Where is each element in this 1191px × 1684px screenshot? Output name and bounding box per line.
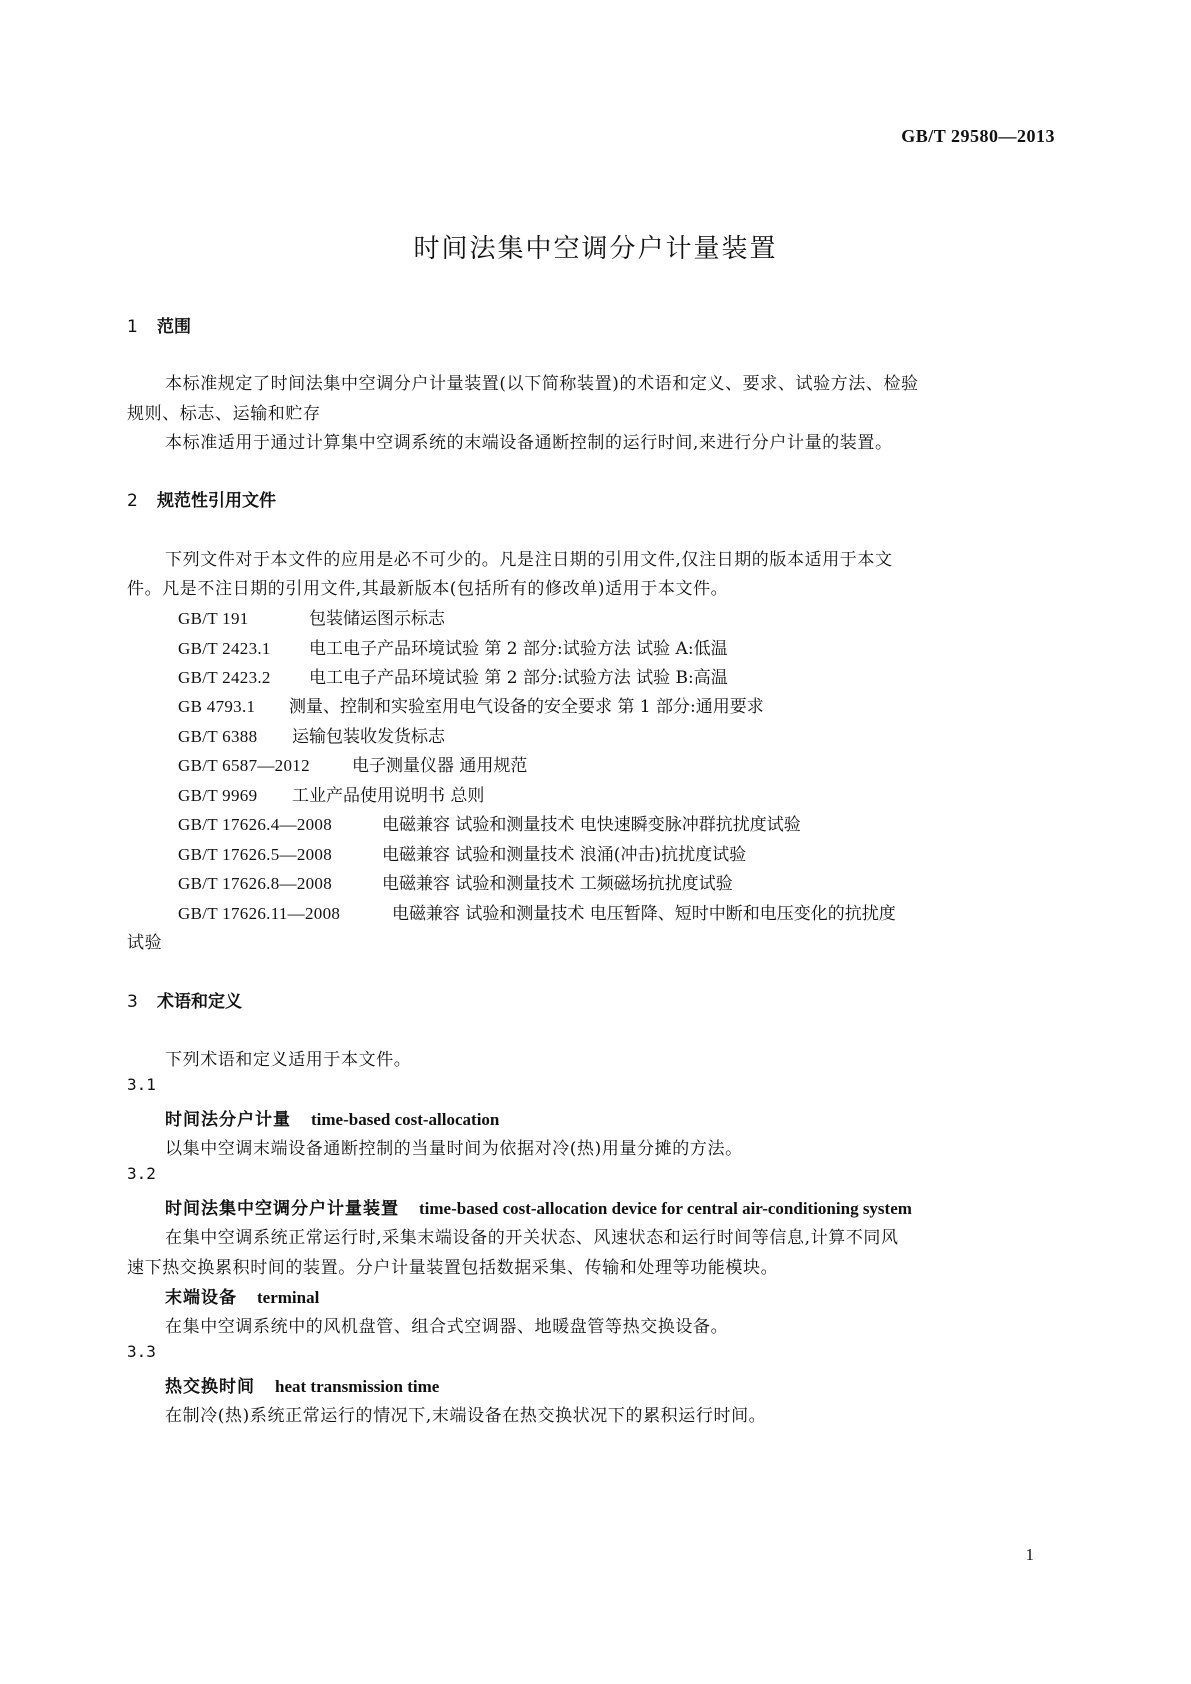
reference-title: 电工电子产品环境试验 第 2 部分:试验方法 试验 A:低温 [309,639,728,659]
reference-title: 测量、控制和实验室用电气设备的安全要求 第 1 部分:通用要求 [289,697,764,717]
section-3-title: 术语和定义 [157,992,242,1012]
reference-item [178,751,527,776]
section-1-para-1-line-1: 本标准规定了时间法集中空调分户计量装置(以下简称装置)的术语和定义、要求、试验方法、检验 [165,374,919,394]
term-terminal-heading [165,1283,319,1308]
section-2-para-line-1: 下列文件对于本文件的应用是必不可少的。凡是注日期的引用文件,仅注日期的版本适用于本文 [165,550,893,570]
term-terminal-zh: 末端设备 [165,1288,237,1308]
reference-code: GB/T 2423.1 [178,639,271,658]
term-3-3-heading [165,1372,439,1397]
reference-item [178,604,445,629]
section-1-para-1-line-2: 规则、标志、运输和贮存 [127,404,321,424]
section-1-number: 1 [127,317,138,337]
term-3-3-zh: 热交换时间 [165,1377,255,1397]
section-1-heading [127,312,191,337]
reference-item [178,781,484,806]
section-2-title: 规范性引用文件 [157,491,276,511]
page-title: 时间法集中空调分户计量装置 [413,234,778,264]
section-3-heading [127,987,242,1012]
section-2-para-line-2: 件。凡是不注日期的引用文件,其最新版本(包括所有的修改单)适用于本文件。 [127,579,729,599]
term-3-1-definition: 以集中空调末端设备通断控制的当量时间为依据对冷(热)用量分摊的方法。 [165,1139,743,1159]
reference-title: 电工电子产品环境试验 第 2 部分:试验方法 试验 B:高温 [309,668,728,688]
reference-title: 包装储运图示标志 [309,609,445,629]
term-3-2-definition-line-1: 在集中空调系统正常运行时,采集末端设备的开关状态、风速状态和运行时间等信息,计算不同风 [165,1228,899,1248]
reference-item [178,692,764,717]
term-3-2-en: time-based cost-allocation device for central air-conditioning system [419,1199,912,1218]
reference-code: GB 4793.1 [178,697,256,716]
section-2-number: 2 [127,491,138,511]
reference-title: 工业产品使用说明书 总则 [292,786,485,806]
term-3-1-zh: 时间法分户计量 [165,1110,291,1130]
reference-item [178,869,733,894]
term-3-1-heading [165,1105,499,1130]
reference-item [178,663,728,688]
term-3-1-number: 3.1 [127,1075,156,1094]
term-3-2-zh: 时间法集中空调分户计量装置 [165,1199,399,1219]
reference-item [178,634,728,659]
section-3-number: 3 [127,992,138,1012]
section-1-title: 范围 [157,317,191,337]
term-3-3-number: 3.3 [127,1342,156,1361]
reference-title: 电磁兼容 试验和测量技术 浪涌(冲击)抗扰度试验 [382,845,747,865]
reference-title: 电磁兼容 试验和测量技术 工频磁场抗扰度试验 [382,874,733,894]
reference-item [178,840,746,865]
standard-number: GB/T 29580—2013 [901,126,1055,146]
reference-title: 电子测量仪器 通用规范 [352,756,528,776]
term-terminal-definition: 在集中空调系统中的风机盘管、组合式空调器、地暖盘管等热交换设备。 [165,1317,729,1337]
term-3-1-en: time-based cost-allocation [311,1110,500,1129]
term-3-2-number: 3.2 [127,1164,156,1183]
reference-item [178,899,896,924]
term-3-3-en: heat transmission time [275,1377,440,1396]
reference-code: GB/T 17626.8—2008 [178,874,333,893]
term-3-2-heading [165,1194,912,1219]
reference-code: GB/T 191 [178,609,249,628]
reference-code: GB/T 9969 [178,786,258,805]
reference-item [178,810,801,835]
reference-title: 电磁兼容 试验和测量技术 电快速瞬变脉冲群抗扰度试验 [382,815,801,835]
reference-title-continuation: 试验 [127,933,163,953]
reference-code: GB/T 17626.4—2008 [178,815,333,834]
reference-code: GB/T 17626.5—2008 [178,845,333,864]
reference-code: GB/T 17626.11—2008 [178,904,341,923]
reference-title: 运输包装收发货标志 [292,727,445,747]
section-2-heading [127,486,276,511]
section-3-intro: 下列术语和定义适用于本文件。 [165,1050,412,1070]
reference-code: GB/T 6587—2012 [178,756,310,775]
term-3-2-definition-line-2: 速下热交换累积时间的装置。分户计量装置包括数据采集、传输和处理等功能模块。 [127,1258,779,1278]
reference-code: GB/T 2423.2 [178,668,271,687]
reference-code: GB/T 6388 [178,727,258,746]
reference-item [178,722,445,747]
page-number: 1 [1025,1545,1034,1564]
section-1-para-2: 本标准适用于通过计算集中空调系统的末端设备通断控制的运行时间,来进行分户计量的装置。 [165,433,893,453]
term-terminal-en: terminal [257,1288,320,1307]
reference-title: 电磁兼容 试验和测量技术 电压暂降、短时中断和电压变化的抗扰度 [392,904,896,924]
term-3-3-definition: 在制冷(热)系统正常运行的情况下,末端设备在热交换状况下的累积运行时间。 [165,1406,767,1426]
